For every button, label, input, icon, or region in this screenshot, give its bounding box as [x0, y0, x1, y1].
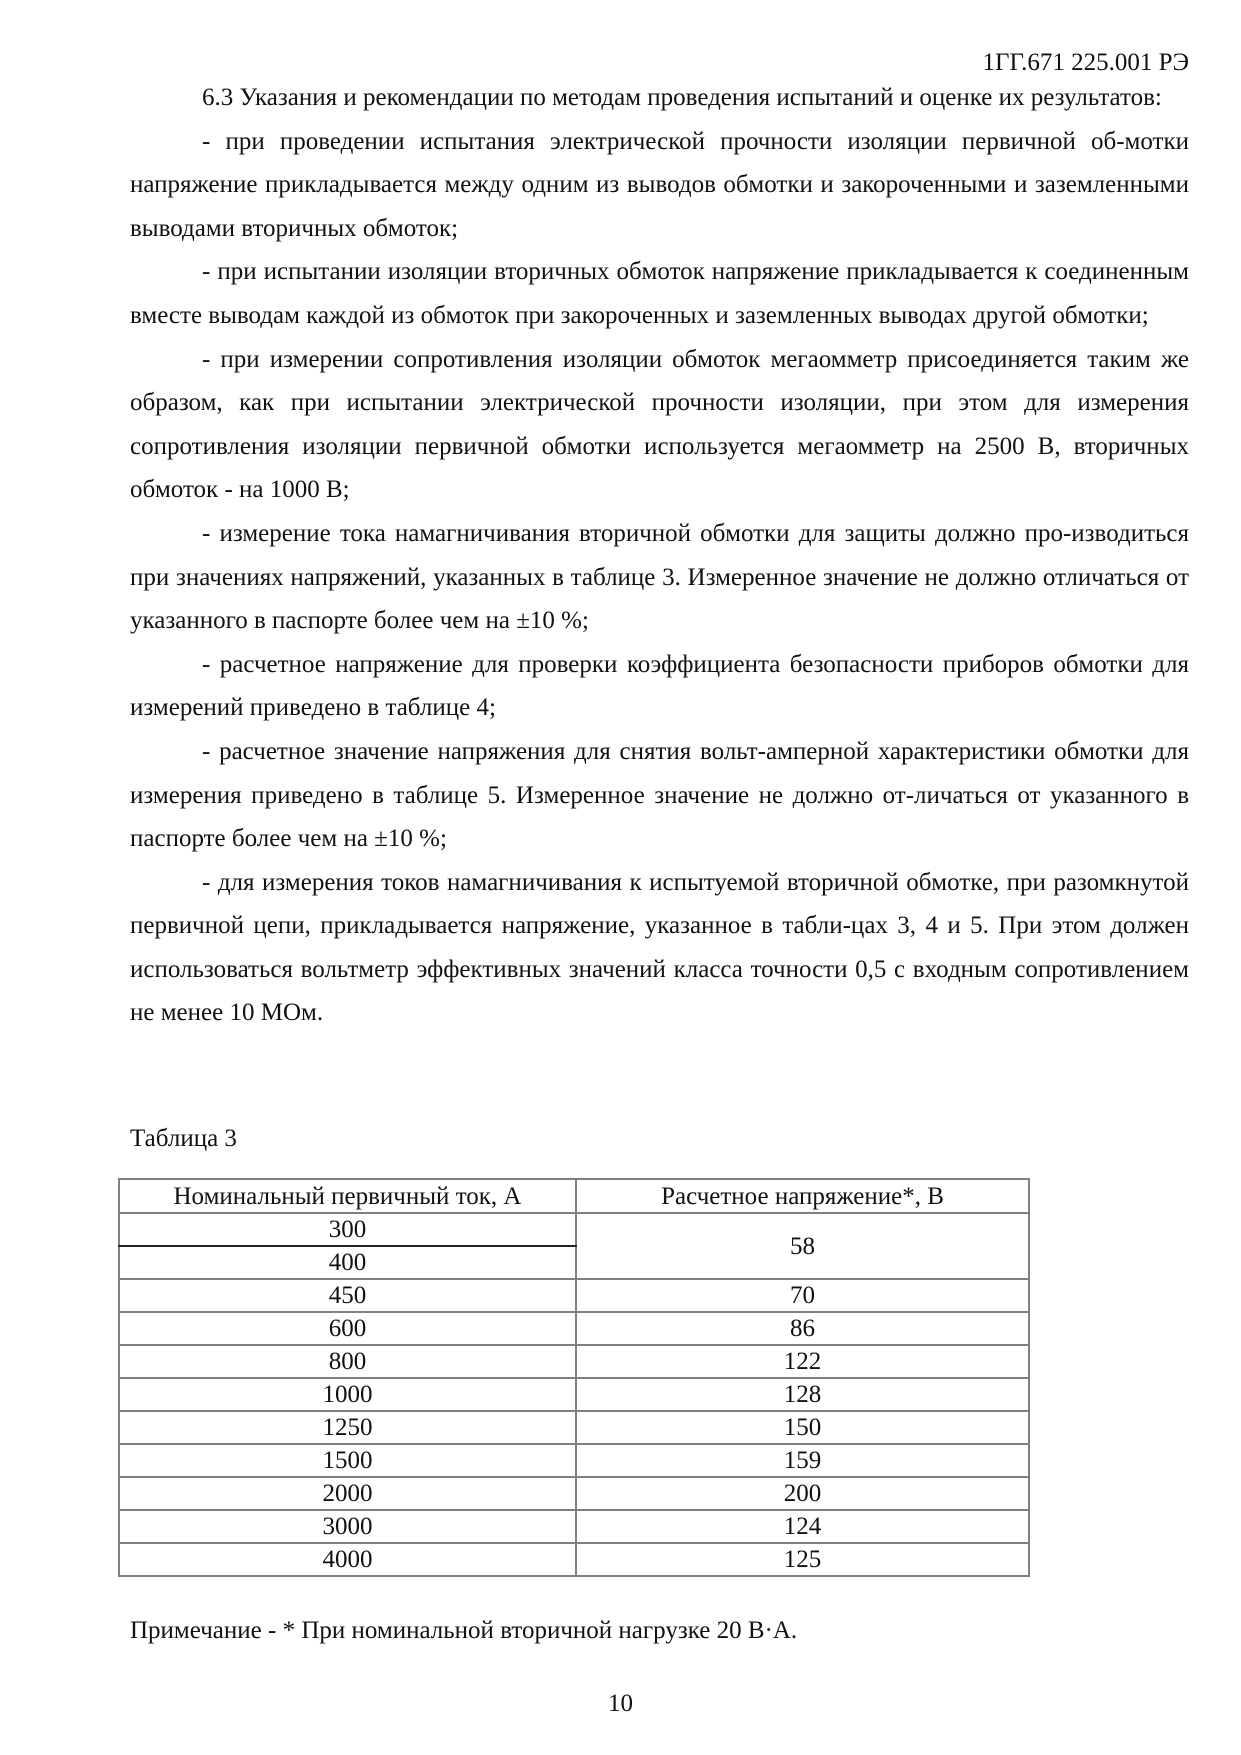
cell-voltage: 125 [576, 1543, 1029, 1576]
cell-current: 1250 [119, 1411, 576, 1444]
cell-current: 600 [119, 1312, 576, 1345]
cell-voltage: 200 [576, 1477, 1029, 1510]
list-item-voltmeter-requirements: - для измерения токов намагничивания к испытуемой вторичной обмотке, при разомкнутой первичной цепи, прикладывается напряжение, указанное в табли-цах 3, 4 и 5. При этом должен использоваться вольтметр эффективных значений класса точности 0,5 с входным сопротивлением не менее 10 МОм. [130, 868, 1189, 1027]
page-number: 10 [608, 1690, 633, 1717]
cell-current: 800 [119, 1345, 576, 1378]
cell-current: 2000 [119, 1477, 576, 1510]
table-note: Примечание - * При номинальной вторичной нагрузке 20 В·А. [130, 1617, 798, 1644]
cell-voltage: 150 [576, 1411, 1029, 1444]
list-item-secondary-insulation-test: - при испытании изоляции вторичных обмоток напряжение прикладывается к соединенным вместе выводам каждой из обмоток при закороченных и заземленных выводах другой обмотки; [130, 258, 1189, 329]
table-3 [118, 1178, 1030, 1577]
table-row [119, 1312, 1029, 1345]
table-caption: Таблица 3 [130, 1125, 237, 1152]
list-item-safety-factor-voltage: - расчетное напряжение для проверки коэффициента безопасности приборов обмотки для измерений приведено в таблице 4; [130, 650, 1189, 722]
column-header-voltage: Расчетное напряжение*, В [576, 1179, 1029, 1213]
table-row [119, 1477, 1029, 1510]
table-row [119, 1411, 1029, 1444]
table-row [119, 1279, 1029, 1312]
list-item-magnetizing-current: - измерение тока намагничивания вторичной обмотки для защиты должно про-изводиться при значениях напряжений, указанных в таблице 3. Измеренное значение не должно отличаться от указанного в паспорте более чем на ±10 %; [130, 519, 1189, 635]
cell-voltage: 128 [576, 1378, 1029, 1411]
document-code: 1ГГ.671 225.001 РЭ [982, 49, 1189, 76]
cell-voltage: 122 [576, 1345, 1029, 1378]
cell-voltage: 124 [576, 1510, 1029, 1543]
cell-current: 400 [119, 1246, 576, 1279]
table-row [119, 1378, 1029, 1411]
cell-current: 300 [119, 1213, 576, 1246]
column-header-current: Номинальный первичный ток, А [119, 1179, 576, 1213]
cell-voltage: 86 [576, 1312, 1029, 1345]
cell-voltage: 70 [576, 1279, 1029, 1312]
table-row [119, 1345, 1029, 1378]
list-item-volt-ampere-characteristic: - расчетное значение напряжения для снятия вольт-амперной характеристики обмотки для измерения приведено в таблице 5. Измеренное значение не должно от-личаться от указанного в паспорте более чем на ±10 %; [130, 737, 1189, 853]
cell-current: 1000 [119, 1378, 576, 1411]
cell-current: 3000 [119, 1510, 576, 1543]
cell-current: 450 [119, 1279, 576, 1312]
cell-voltage: 159 [576, 1444, 1029, 1477]
list-item-primary-insulation-test: - при проведении испытания электрической прочности изоляции первичной об-мотки напряжение прикладывается между одним из выводов обмотки и закороченными и заземленными выводами вторичных обмоток; [130, 127, 1189, 242]
section-6-3 [130, 76, 1189, 1035]
table-row [119, 1213, 1029, 1246]
cell-current: 1500 [119, 1444, 576, 1477]
cell-voltage-merged: 58 [576, 1213, 1029, 1279]
list-item-insulation-resistance: - при измерении сопротивления изоляции обмоток мегаомметр присоединяется таким же образом, как при испытании электрической прочности изоляции, при этом для измерения сопротивления изоляции первичной обмотки используется мегаомметр на 2500 В, вторичных обмоток - на 1000 В; [130, 345, 1189, 504]
table-row [119, 1543, 1029, 1576]
table-row [119, 1444, 1029, 1477]
cell-current: 4000 [119, 1543, 576, 1576]
section-heading-paragraph: 6.3 Указания и рекомендации по методам проведения испытаний и оценке их результатов: [202, 84, 1162, 111]
table-header-row [119, 1179, 1029, 1213]
table-row [119, 1510, 1029, 1543]
